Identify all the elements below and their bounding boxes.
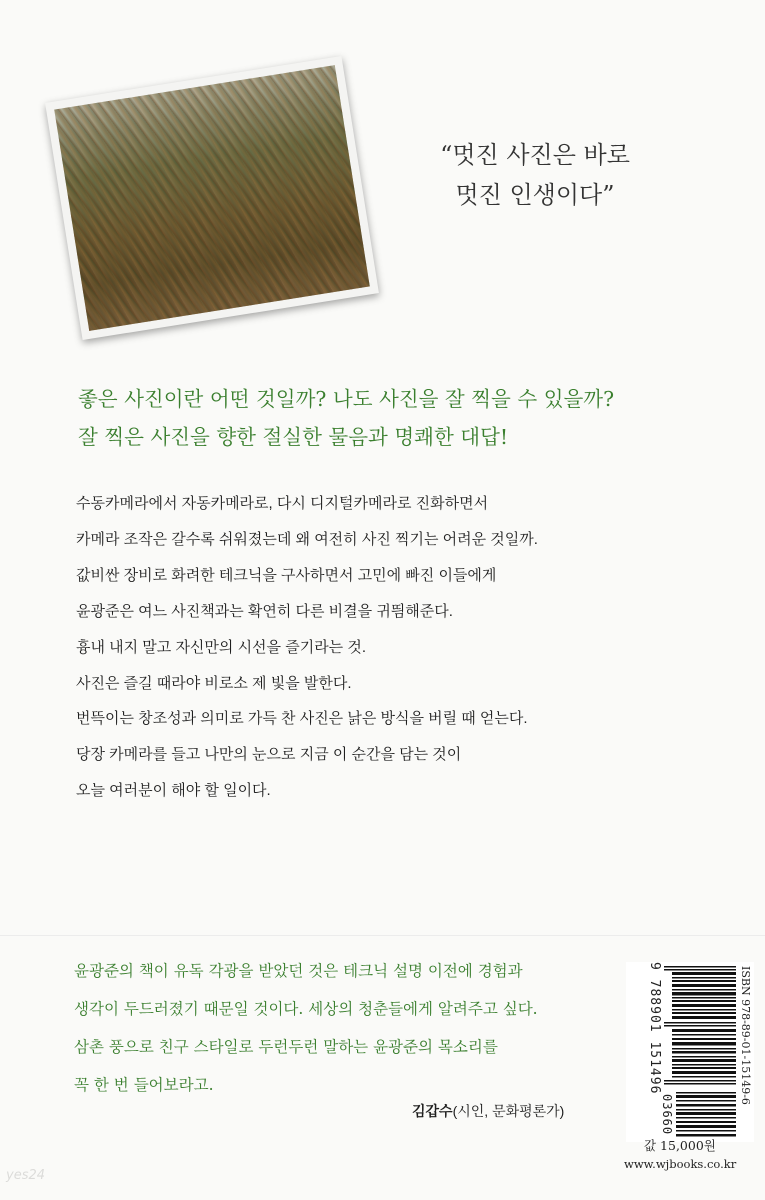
divider xyxy=(0,935,765,936)
body-line: 값비싼 장비로 화려한 테크닉을 구사하면서 고민에 빠진 이들에게 xyxy=(76,566,497,584)
recommendation-line: 꼭 한 번 들어보라고. xyxy=(74,1076,214,1094)
publisher-website: www.wjbooks.co.kr xyxy=(624,1157,737,1171)
isbn-number: ISBN 978-89-01-15149-6 xyxy=(739,966,752,1105)
price-label: 값 15,000원 xyxy=(644,1138,716,1153)
author-name: 김갑수 xyxy=(412,1103,453,1119)
addon-digits: 03660 xyxy=(660,1094,674,1136)
barcode-digits: 9 788901 151496 xyxy=(647,962,662,1095)
body-line: 당장 카메라를 들고 나만의 눈으로 지금 이 순간을 담는 것이 xyxy=(76,746,462,764)
watermark: yes24 xyxy=(6,1168,46,1183)
recommendation-line: 생각이 두드러졌기 때문일 것이다. 세상의 청춘들에게 알려주고 싶다. xyxy=(74,1000,538,1018)
author-role: (시인, 문화평론가) xyxy=(452,1103,565,1119)
body-line: 흉내 내지 말고 자신만의 시선을 즐기라는 것. xyxy=(76,638,366,656)
recommendation-line: 삼촌 풍으로 친구 스타일로 두런두런 말하는 윤광준의 목소리를 xyxy=(74,1038,498,1056)
quote-line-2: 멋진 인생이다” xyxy=(455,181,615,209)
body-line: 수동카메라에서 자동카메라로, 다시 디지털카메라로 진화하면서 xyxy=(76,495,489,512)
description-text xyxy=(76,486,538,809)
body-line: 사진은 즐길 때라야 비로소 제 빛을 발한다. xyxy=(76,674,352,692)
body-line: 번뜩이는 창조성과 의미로 가득 찬 사진은 낡은 방식을 버릴 때 얻는다. xyxy=(76,710,528,728)
recommendation-line: 윤광준의 책이 유독 각광을 받았던 것은 테크닉 설명 이전에 경험과 xyxy=(74,962,523,980)
pull-quote xyxy=(385,135,685,215)
addon-barcode-icon xyxy=(676,1092,736,1138)
grass-field-photo xyxy=(54,65,370,331)
isbn-barcode xyxy=(626,962,754,1142)
headline-line: 잘 찍은 사진을 향한 절실한 물음과 명쾌한 대답! xyxy=(78,425,509,449)
barcode-bars-icon xyxy=(664,966,736,1086)
body-line: 카메라 조작은 갈수록 쉬워졌는데 왜 여전히 사진 찍기는 어려운 것일까. xyxy=(76,530,538,548)
headline xyxy=(78,380,614,456)
cover-photo-frame xyxy=(45,56,379,340)
recommendation-text xyxy=(74,952,538,1104)
recommendation-author xyxy=(412,1101,564,1121)
headline-line: 좋은 사진이란 어떤 것일까? 나도 사진을 잘 찍을 수 있을까? xyxy=(78,387,615,411)
quote-line-1: “멋진 사진은 바로 xyxy=(440,141,630,169)
body-line: 오늘 여러분이 해야 할 일이다. xyxy=(76,782,271,800)
body-line: 윤광준은 여느 사진책과는 확연히 다른 비결을 귀띔해준다. xyxy=(76,602,453,620)
